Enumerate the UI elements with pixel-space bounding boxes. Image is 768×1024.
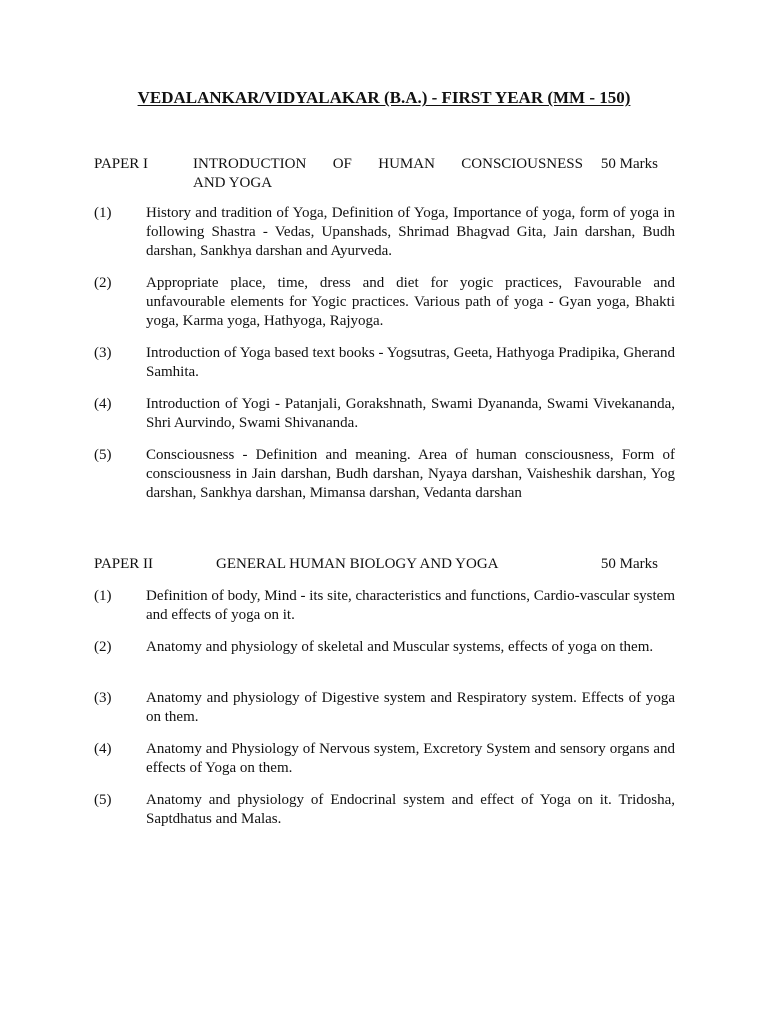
list-item <box>94 689 675 727</box>
paper-2-title: GENERAL HUMAN BIOLOGY AND YOGA <box>216 556 499 572</box>
item-number: (5) <box>94 792 112 808</box>
item-text: Introduction of Yoga based text books - Yogsutras, Geeta, Hathyoga Pradipika, Gherand Samhita. <box>146 345 675 380</box>
paper-2-number: PAPER II <box>94 556 154 572</box>
list-item <box>94 791 675 829</box>
item-number: (4) <box>94 396 112 412</box>
document-title: VEDALANKAR/VIDYALAKAR (B.A.) - FIRST YEAR (MM - 150) <box>137 88 631 107</box>
paper-2-marks: 50 Marks <box>600 556 658 572</box>
item-number: (4) <box>94 741 112 757</box>
paper-1-marks: 50 Marks <box>600 156 658 172</box>
item-number: (2) <box>94 639 112 655</box>
item-text: History and tradition of Yoga, Definition of Yoga, Importance of yoga, form of yoga in following Shastra - Vedas, Upanshads, Shrimad Bhagvad Gita, Jain darshan, Budh darshan, Sankhya darshan and Ayurveda. <box>146 205 675 259</box>
item-number: (5) <box>94 447 112 463</box>
list-item <box>94 344 675 382</box>
list-item <box>94 274 675 331</box>
item-text: Anatomy and physiology of Endocrinal system and effect of Yoga on it. Tridosha, Saptdhatus and Malas. <box>146 792 675 827</box>
item-text: Anatomy and physiology of Digestive system and Respiratory system. Effects of yoga on them. <box>146 690 675 725</box>
item-text: Appropriate place, time, dress and diet for yogic practices, Favourable and unfavourable elements for Yogic practices. Various path of yoga - Gyan yoga, Bhakti yoga, Karma yoga, Hathyoga, Rajyoga. <box>146 275 675 329</box>
item-number: (1) <box>94 588 112 604</box>
list-item <box>94 638 675 657</box>
list-item <box>94 740 675 778</box>
list-item <box>94 395 675 433</box>
item-text: Consciousness - Definition and meaning. Area of human consciousness, Form of consciousness in Jain darshan, Budh darshan, Nyaya darshan, Vaisheshik darshan, Yog darshan, Sankhya darshan, Mimansa darshan, Vedanta darshan <box>146 447 675 501</box>
paper-1-title-line-2: AND YOGA <box>193 175 273 191</box>
paper-1-title-line-1: INTRODUCTION OF HUMAN CONSCIOUSNESS <box>193 156 583 172</box>
list-item <box>94 204 675 261</box>
item-text: Definition of body, Mind - its site, characteristics and functions, Cardio-vascular system and effects of yoga on it. <box>146 588 675 623</box>
item-text: Anatomy and physiology of skeletal and Muscular systems, effects of yoga on them. <box>146 639 654 655</box>
item-number: (3) <box>94 690 112 706</box>
item-text: Introduction of Yogi - Patanjali, Gorakshnath, Swami Dyananda, Swami Vivekananda, Shri Aurvindo, Swami Shivananda. <box>146 396 675 431</box>
item-text: Anatomy and Physiology of Nervous system, Excretory System and sensory organs and effects of Yoga on them. <box>146 741 675 776</box>
list-item <box>94 446 675 503</box>
item-number: (1) <box>94 205 112 221</box>
item-number: (3) <box>94 345 112 361</box>
paper-1-number: PAPER I <box>94 156 149 172</box>
list-item <box>94 587 675 625</box>
item-number: (2) <box>94 275 112 291</box>
